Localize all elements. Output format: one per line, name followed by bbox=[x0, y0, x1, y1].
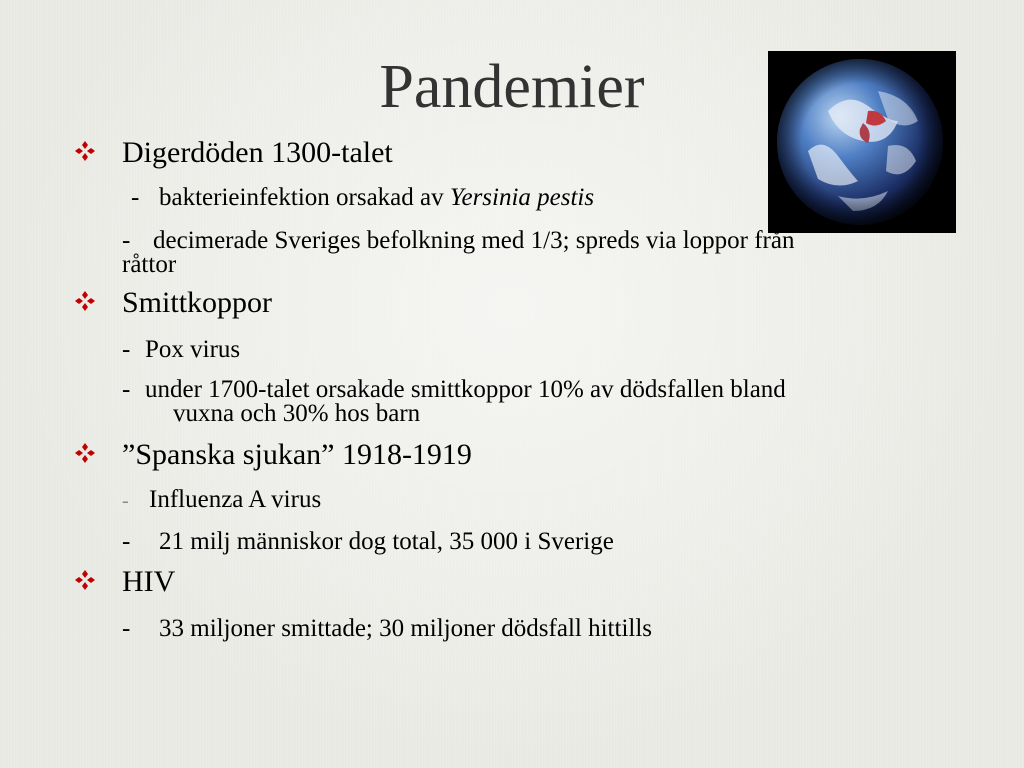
dash-marker: - bbox=[131, 184, 140, 211]
sub-bullet-plain: 33 miljoner smittade; 30 miljoner dödsfall hittills bbox=[159, 615, 653, 642]
sub-bullet-plain: Pox virus bbox=[145, 336, 241, 363]
sub-bullet-plain: Influenza A virus bbox=[149, 486, 322, 513]
sub-bullet bbox=[122, 486, 322, 513]
sub-bullet bbox=[122, 336, 241, 363]
diamond-bullet-icon bbox=[74, 442, 96, 464]
bullet-heading-text: ”Spanska sjukan” 1918-1919 bbox=[122, 438, 472, 471]
sub-bullet-text bbox=[159, 529, 614, 554]
sub-bullet bbox=[122, 528, 614, 555]
bullet-heading-text: Smittkoppor bbox=[122, 286, 273, 319]
sub-bullet bbox=[131, 184, 595, 211]
species-name: Yersinia pestis bbox=[449, 184, 595, 211]
sub-bullet-text bbox=[159, 616, 652, 641]
sub-bullet bbox=[122, 376, 786, 427]
diamond-bullet-icon bbox=[74, 290, 96, 312]
dash-marker: - bbox=[122, 227, 131, 254]
sub-bullet-plain: 21 milj människor dog total, 35 000 i Sverige bbox=[159, 528, 614, 555]
sub-bullet bbox=[122, 227, 795, 278]
diamond-bullet-icon bbox=[74, 140, 96, 162]
sub-bullet-text bbox=[145, 377, 786, 402]
dash-marker: - bbox=[122, 490, 129, 512]
diamond-bullet-icon bbox=[74, 569, 96, 591]
sub-bullet-plain: decimerade Sveriges befolkning med 1/3; spreds via loppor från bbox=[153, 227, 795, 254]
sub-bullet-plain: under 1700-talet orsakade smittkoppor 10% av dödsfallen bland bbox=[145, 376, 786, 403]
bullet-heading-text: HIV bbox=[122, 565, 176, 598]
slide-title: Pandemier bbox=[379, 53, 645, 121]
sub-bullet-continuation: råttor bbox=[122, 251, 177, 278]
sub-bullet-continuation: vuxna och 30% hos barn bbox=[173, 400, 421, 427]
sub-bullet bbox=[122, 615, 653, 642]
sub-bullet-text bbox=[145, 337, 240, 362]
sub-bullet-plain: bakterieinfektion orsakad av bbox=[159, 184, 450, 211]
sub-bullet-text bbox=[159, 185, 594, 210]
dash-marker: - bbox=[122, 336, 131, 363]
sub-bullet-text bbox=[149, 487, 321, 512]
earth-globe-image bbox=[768, 51, 956, 233]
bullet-heading-text: Digerdöden 1300-talet bbox=[122, 136, 393, 169]
dash-marker: - bbox=[122, 615, 131, 642]
sub-bullet-text bbox=[153, 228, 794, 253]
dash-marker: - bbox=[122, 376, 131, 403]
dash-marker: - bbox=[122, 528, 131, 555]
